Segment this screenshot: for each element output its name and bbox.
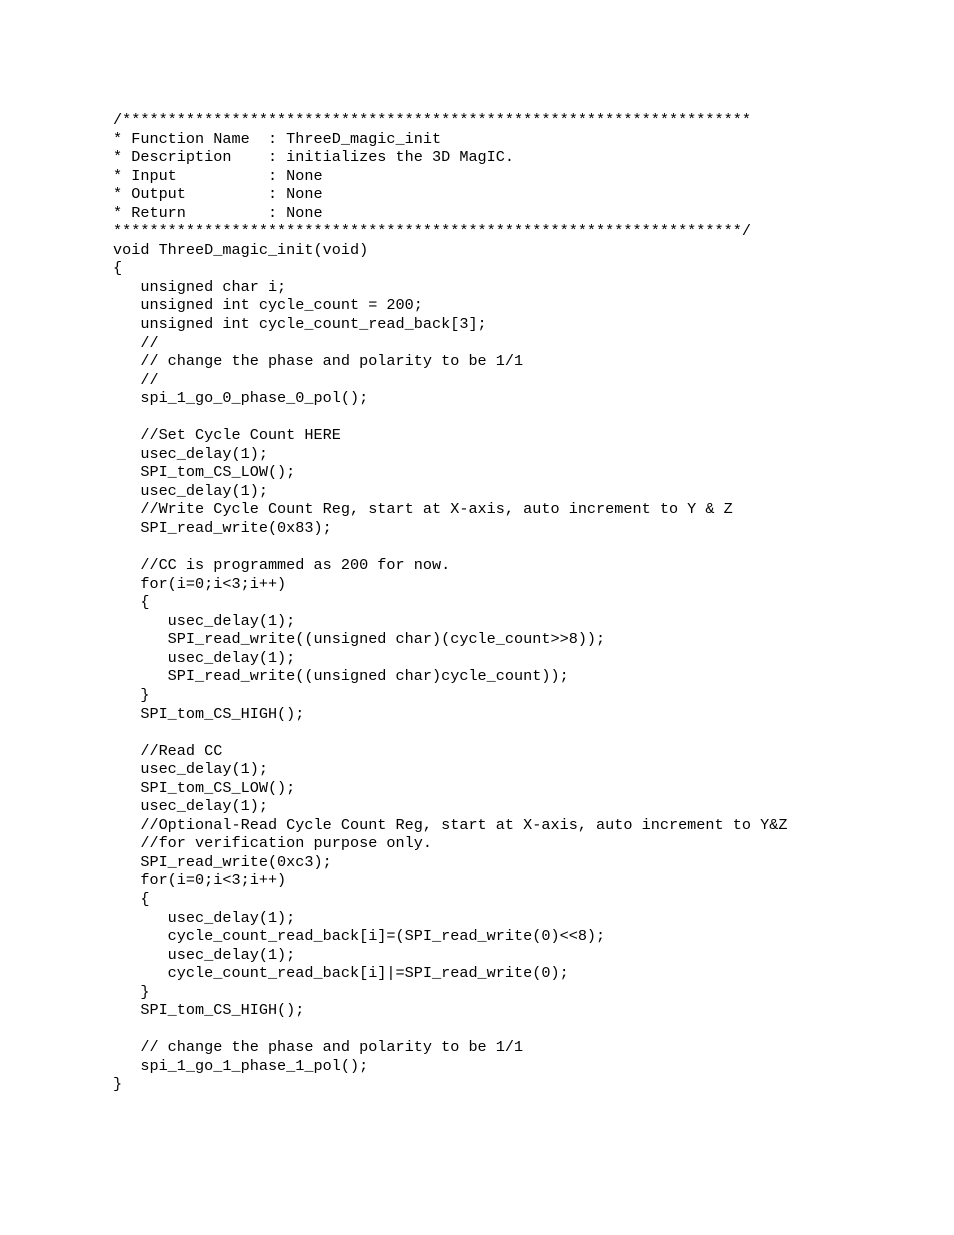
code-line: for(i=0;i<3;i++) xyxy=(113,574,287,593)
code-line: { xyxy=(113,593,150,612)
code-line: spi_1_go_0_phase_0_pol(); xyxy=(113,389,369,408)
code-line: unsigned char i; xyxy=(113,277,287,296)
code-line: // xyxy=(113,333,159,352)
code-line: //Write Cycle Count Reg, start at X-axis, auto increment to Y & Z xyxy=(113,500,733,519)
code-line: * Return : None xyxy=(113,203,323,222)
code-line: void ThreeD_magic_init(void) xyxy=(113,240,369,259)
code-line: usec_delay(1); xyxy=(113,908,296,927)
code-line xyxy=(113,538,913,557)
code-line: { xyxy=(113,889,150,908)
code-line: //Read CC xyxy=(113,741,223,760)
code-line: spi_1_go_1_phase_1_pol(); xyxy=(113,1056,369,1075)
code-line: unsigned int cycle_count = 200; xyxy=(113,296,423,315)
code-line: cycle_count_read_back[i]=(SPI_read_write(0)<<8); xyxy=(113,927,606,946)
code-line: } xyxy=(113,1075,123,1094)
code-line: //CC is programmed as 200 for now. xyxy=(113,556,451,575)
code-line: SPI_tom_CS_LOW(); xyxy=(113,778,296,797)
code-line: /********************************************************************* xyxy=(113,111,751,129)
code-line: usec_delay(1); xyxy=(113,481,268,500)
code-line: SPI_read_write(0xc3); xyxy=(113,852,332,871)
code-line: //Optional-Read Cycle Count Reg, start at X-axis, auto increment to Y&Z xyxy=(113,815,788,834)
code-line: { xyxy=(113,259,123,278)
code-line xyxy=(113,723,913,742)
code-line: // change the phase and polarity to be 1/1 xyxy=(113,352,524,371)
code-line: * Output : None xyxy=(113,185,323,204)
code-line: // xyxy=(113,370,159,389)
code-line: usec_delay(1); xyxy=(113,760,268,779)
code-line: for(i=0;i<3;i++) xyxy=(113,871,287,890)
code-line: *********************************************************************/ xyxy=(113,222,751,241)
code-line: * Description : initializes the 3D MagIC. xyxy=(113,148,515,167)
code-line: usec_delay(1); xyxy=(113,945,296,964)
code-listing xyxy=(113,111,913,1094)
code-line: } xyxy=(113,982,150,1001)
code-line: SPI_read_write(0x83); xyxy=(113,519,332,538)
code-line: * Input : None xyxy=(113,166,323,185)
code-line: SPI_read_write((unsigned char)cycle_count)); xyxy=(113,667,569,686)
code-line: SPI_tom_CS_LOW(); xyxy=(113,463,296,482)
code-line: * Function Name : ThreeD_magic_init xyxy=(113,129,442,148)
code-line: // change the phase and polarity to be 1/1 xyxy=(113,1038,524,1057)
code-line: SPI_tom_CS_HIGH(); xyxy=(113,1001,305,1020)
code-line: cycle_count_read_back[i]|=SPI_read_write(0); xyxy=(113,964,569,983)
code-line xyxy=(113,408,913,427)
code-line: SPI_tom_CS_HIGH(); xyxy=(113,704,305,723)
code-line: usec_delay(1); xyxy=(113,444,268,463)
code-line: //for verification purpose only. xyxy=(113,834,432,853)
code-line: usec_delay(1); xyxy=(113,611,296,630)
code-line: unsigned int cycle_count_read_back[3]; xyxy=(113,315,487,334)
code-line xyxy=(113,1020,913,1039)
code-line: //Set Cycle Count HERE xyxy=(113,426,341,445)
code-line: } xyxy=(113,685,150,704)
code-line: usec_delay(1); xyxy=(113,797,268,816)
code-line: usec_delay(1); xyxy=(113,648,296,667)
code-line: SPI_read_write((unsigned char)(cycle_count>>8)); xyxy=(113,630,606,649)
